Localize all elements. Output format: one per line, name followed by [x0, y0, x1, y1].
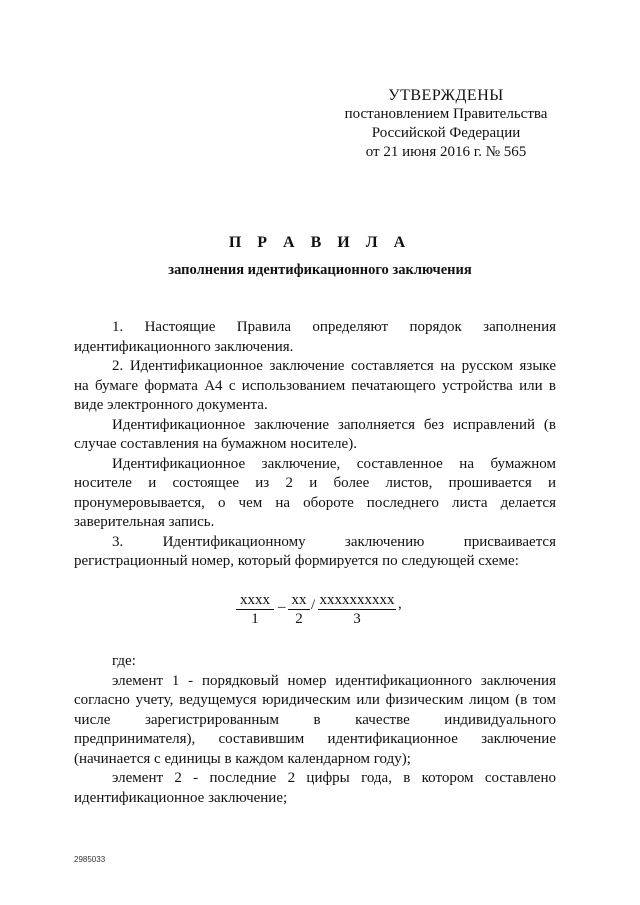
rules-body: [74, 318, 556, 572]
paragraph-element-1: элемент 1 - порядковый номер идентификационного заключения согласно учету, ведущемуся юридическим или физическим лицом (в том числе зарегистрированным в качестве индивидуального предпринимателя), составившим идентификационное заключение (начинается с единицы в каждом календарном году);: [74, 672, 556, 767]
paragraph-2: 2. Идентификационное заключение составляется на русском языке на бумаге формата А4 с использованием печатающего устройства или в виде электронного документа.: [74, 358, 556, 413]
formula-element-3-index: 3: [353, 611, 361, 627]
approval-block: [336, 86, 556, 162]
paragraph-5: 3. Идентификационному заключению присваивается регистрационный номер, который формируется по следующей схеме:: [74, 533, 556, 569]
paragraph-4: Идентификационное заключение, составленное на бумажном носителе и состоящее из 2 и более листов, прошивается и пронумеровывается, о чем на обороте последнего листа делается заверительная запись.: [74, 455, 556, 530]
document-code: 2985033: [74, 855, 106, 864]
paragraph-element-2: элемент 2 - последние 2 цифры года, в котором составлено идентификационное заключение;: [74, 770, 556, 806]
formula-dash: –: [278, 599, 286, 615]
formula-comma: ,: [398, 596, 402, 612]
approval-line-3: от 21 июня 2016 г. № 565: [365, 144, 527, 160]
formula-slash: /: [311, 597, 316, 613]
registration-number-scheme: [236, 592, 416, 632]
formula-element-2: [288, 592, 310, 628]
paragraph-where: где:: [112, 653, 136, 669]
formula-element-1: [236, 592, 274, 628]
formula-element-3-mask: хххххххххх: [319, 592, 395, 608]
paragraph-3: Идентификационное заключение заполняется без исправлений (в случае составления на бумажном носителе).: [74, 416, 556, 452]
formula-element-3: [318, 592, 396, 628]
formula-element-1-mask: хххх: [236, 592, 274, 610]
formula-element-2-mask: хх: [288, 592, 310, 610]
rules-body-continued: [74, 652, 556, 808]
formula-element-1-index: 1: [251, 611, 259, 627]
document-subtitle: заполнения идентификационного заключения: [168, 262, 472, 278]
formula-element-2-index: 2: [295, 611, 303, 627]
approval-heading: УТВЕРЖДЕНЫ: [388, 87, 504, 104]
approval-line-1: постановлением Правительства: [344, 106, 548, 122]
approval-line-2: Российской Федерации: [371, 125, 521, 141]
paragraph-1: 1. Настоящие Правила определяют порядок заполнения идентификационного заключения.: [74, 319, 556, 355]
document-title: П Р А В И Л А: [228, 234, 412, 251]
